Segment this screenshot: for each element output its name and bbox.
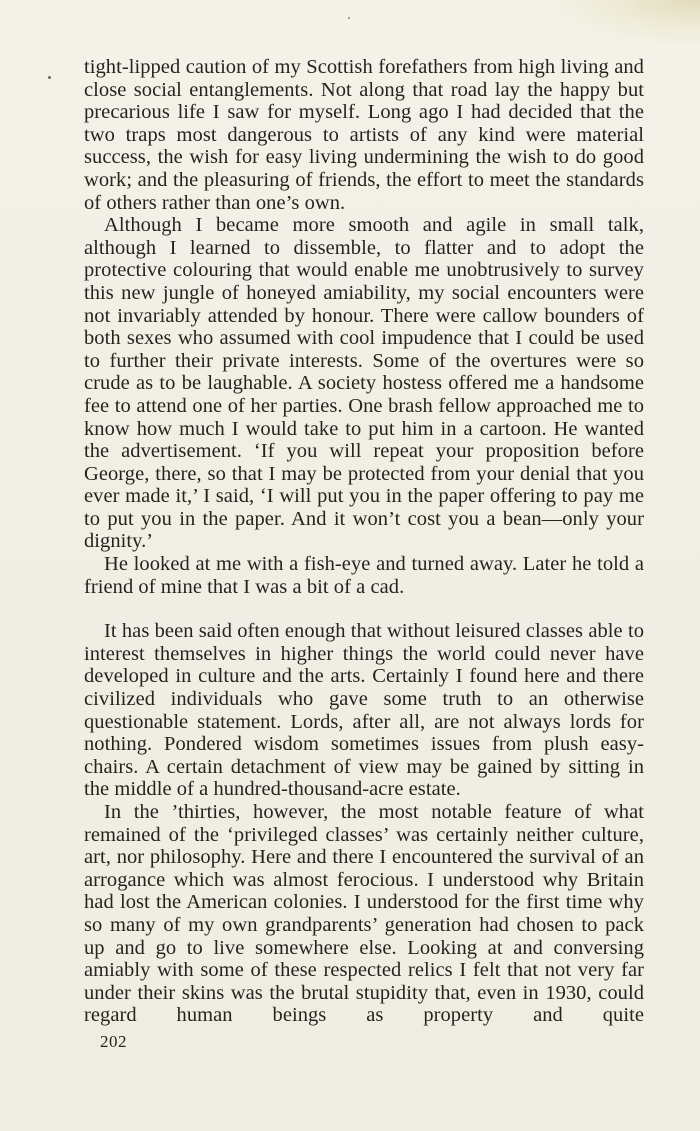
paragraph-5: In the ’thirties, however, the most notable feature of what remained of the ‘privileged classes’ was certainly neither culture, art, nor philosophy. Here and there I encountered the survival of an arrogance which was almost ferocious. I understood why Britain had lost the American colonies. I understood for the first time why so many of my own grandparents’ generation had chosen to pack up and go to live somewhere else. Looking at and conversing amiably with some of these respected relics I felt that not very far under their skins was the brutal stupidity that, even in 1930, could regard human beings as property and quite <box>84 801 644 1027</box>
body-text <box>84 56 644 1027</box>
paragraph-3: He looked at me with a fish-eye and turned away. Later he told a friend of mine that I was a bit of a cad. <box>84 553 644 598</box>
section-break <box>84 598 644 620</box>
paragraph-2: Although I became more smooth and agile in small talk, although I learned to dissemble, to flatter and to adopt the protective colouring that would enable me unobtrusively to survey this new jungle of honeyed amiability, my social encounters were not invariably attended by honour. There were callow bounders of both sexes who assumed with cool impudence that I could be used to further their private interests. Some of the overtures were so crude as to be laughable. A society hostess offered me a handsome fee to attend one of her parties. One brash fellow approached me to know how much I would take to put him in a cartoon. He wanted the advertisement. ‘If you will repeat your proposition before George, there, so that I may be protected from your denial that you ever made it,’ I said, ‘I will put you in the paper offering to pay me to put you in the paper. And it won’t cost you a bean—only your dignity.’ <box>84 214 644 553</box>
page-corner-stain <box>550 0 700 45</box>
margin-speck <box>48 76 51 79</box>
paragraph-4: It has been said often enough that without leisured classes able to interest themselves in higher things the world could never have developed in culture and the arts. Certainly I found here and there civilized individuals who gave some truth to an otherwise questionable statement. Lords, after all, are not always lords for nothing. Pondered wisdom sometimes issues from plush easy-chairs. A certain detachment of view may be gained by sitting in the middle of a hundred-thousand-acre estate. <box>84 620 644 801</box>
margin-speck <box>348 17 350 19</box>
paragraph-1: tight-lipped caution of my Scottish forefathers from high living and close social entanglements. Not along that road lay the happy but precarious life I saw for myself. Long ago I had decided that the two traps most dangerous to artists of any kind were material success, the wish for easy living undermining the wish to do good work; and the pleasuring of friends, the effort to meet the standards of others rather than one’s own. <box>84 56 644 214</box>
page-number: 202 <box>100 1032 127 1051</box>
